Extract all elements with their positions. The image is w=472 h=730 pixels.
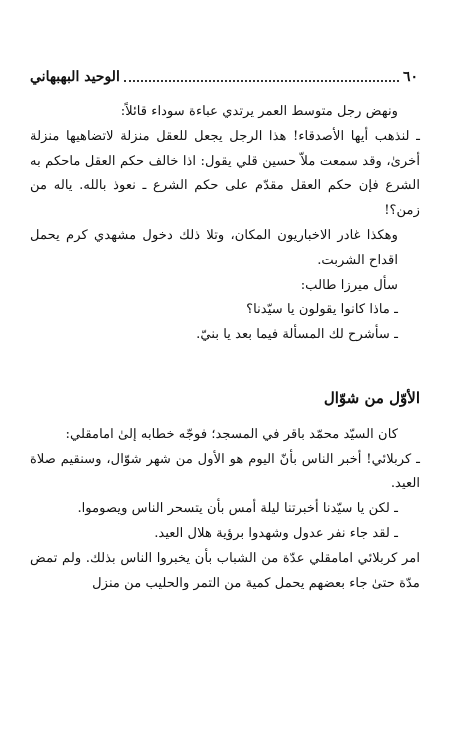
page-header xyxy=(30,66,418,88)
section-heading: الأوّل من شوّال xyxy=(323,388,420,407)
paragraph: وهكذا غادر الاخباريون المكان، وتلا ذلك دخول مشهدي كرم يحمل اقداح الشربت. xyxy=(30,227,398,268)
paragraph: امر كربلائي امامقلي عدّة من الشباب بأن يخبروا الناس بذلك. ولم تمض مدّة حتىٰ جاء بعضهم يحمل كمية من التمر والحليب من منزل xyxy=(30,550,420,591)
paragraph: ونهض رجل متوسط العمر يرتدي عباءة سوداء قائلاً: xyxy=(120,104,398,119)
running-title: الوحيد البهبهاني xyxy=(30,69,120,85)
paragraph: ـ لقد جاء نفر عدول وشهدوا برؤية هلال العيد. xyxy=(154,525,398,541)
paragraph: ـ لكن يا سيّدنا أخبرتنا ليلة أمس بأن يتسحر الناس ويصوموا. xyxy=(77,501,398,517)
paragraph: ـ ماذا كانوا يقولون يا سيّدنا؟ xyxy=(246,302,398,318)
paragraph: كان السيّد محمّد باقر في المسجد؛ فوجّه خطابه إلىٰ امامقلي: xyxy=(65,426,398,442)
page-number: ٦٠ xyxy=(402,69,418,85)
paragraph: ـ كربلائي! أخبر الناس بأنّ اليوم هو الأول من شهر شوّال، وسنقيم صلاة العيد. xyxy=(30,451,420,492)
page-body xyxy=(30,100,420,596)
paragraph: سأل ميرزا طالب: xyxy=(300,277,398,293)
header-leader-dots xyxy=(124,68,399,82)
paragraph: ـ سأشرح لك المسألة فيما بعد يا بنيّ. xyxy=(196,327,398,343)
paragraph: ـ لنذهب أيها الأصدقاء! هذا الرجل يجعل للعقل منزلة لاتضاهيها منزلة أخرىٰ، وقد سمعت ملاّ حسين قلي يقول: اذا خالف حكم العقل ماحكم به الشرع فإن حكم العقل مقدّم على حكم الشرع ـ نعوذ بالله. ياله من زمن؟! xyxy=(30,128,420,219)
